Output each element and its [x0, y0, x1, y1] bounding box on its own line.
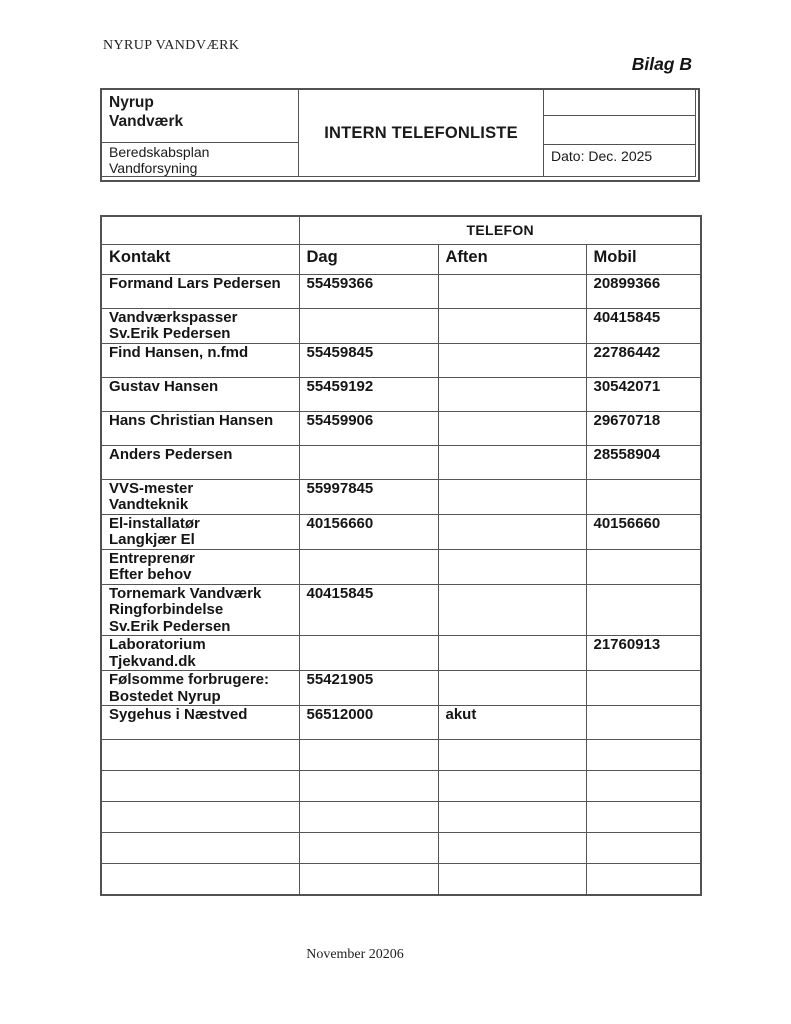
aften-cell [438, 514, 586, 549]
mobil-cell [586, 584, 701, 636]
date-cell: Dato: Dec. 2025 [551, 148, 653, 164]
empty-cell [299, 802, 438, 833]
telefon-spacer-cell [101, 216, 299, 244]
empty-cell [101, 833, 299, 864]
telefon-group-header: TELEFON [299, 216, 701, 244]
footer-page-number: 6 [396, 947, 404, 962]
dag-cell: 55459906 [299, 411, 438, 445]
empty-row [101, 833, 701, 864]
kontakt-cell: Formand Lars Pedersen [101, 274, 299, 308]
kontakt-cell: El-installatør Langkjær El [101, 514, 299, 549]
kontakt-cell: Tornemark Vandværk Ringforbindelse Sv.Erik Pedersen [101, 584, 299, 636]
dag-cell: 55459845 [299, 343, 438, 377]
aften-cell: akut [438, 706, 586, 740]
plan-line1: Beredskabsplan [109, 144, 210, 160]
dag-cell: 55997845 [299, 479, 438, 514]
document-title: INTERN TELEFONLISTE [324, 123, 518, 142]
org-name-line1: Nyrup [109, 94, 154, 111]
plan-name [102, 143, 298, 176]
dag-cell: 40415845 [299, 584, 438, 636]
revision-cell-top [544, 90, 695, 116]
dag-cell: 55459192 [299, 377, 438, 411]
empty-row [101, 740, 701, 771]
mobil-cell: 20899366 [586, 274, 701, 308]
table-row [101, 308, 701, 343]
empty-cell [438, 864, 586, 895]
header-left-column [102, 90, 299, 177]
dag-cell [299, 636, 438, 671]
header-right-column [544, 90, 696, 177]
aften-cell [438, 377, 586, 411]
aften-cell [438, 636, 586, 671]
table-row [101, 274, 701, 308]
org-name [102, 90, 298, 143]
mobil-cell [586, 549, 701, 584]
kontakt-cell: VVS-mester Vandteknik [101, 479, 299, 514]
dag-cell [299, 308, 438, 343]
kontakt-cell: Laboratorium Tjekvand.dk [101, 636, 299, 671]
aften-cell [438, 445, 586, 479]
empty-cell [299, 740, 438, 771]
kontakt-cell: Vandværkspasser Sv.Erik Pedersen [101, 308, 299, 343]
empty-row [101, 864, 701, 895]
table-row [101, 549, 701, 584]
column-header-mobil: Mobil [586, 244, 701, 274]
revision-cell-middle [544, 116, 695, 145]
empty-cell [586, 740, 701, 771]
mobil-cell [586, 479, 701, 514]
dag-cell [299, 445, 438, 479]
mobil-cell: 29670718 [586, 411, 701, 445]
phone-table [100, 215, 702, 896]
table-row [101, 479, 701, 514]
empty-cell [586, 802, 701, 833]
aften-cell [438, 411, 586, 445]
aften-cell [438, 274, 586, 308]
empty-cell [299, 771, 438, 802]
empty-cell [586, 771, 701, 802]
empty-cell [438, 740, 586, 771]
aften-cell [438, 343, 586, 377]
table-row [101, 636, 701, 671]
mobil-cell [586, 671, 701, 706]
empty-cell [101, 864, 299, 895]
mobil-cell: 40415845 [586, 308, 701, 343]
column-header-dag: Dag [299, 244, 438, 274]
empty-cell [299, 833, 438, 864]
telefon-group-row [101, 216, 701, 244]
attachment-label: Bilag B [631, 54, 692, 74]
column-header-kontakt: Kontakt [101, 244, 299, 274]
mobil-cell: 30542071 [586, 377, 701, 411]
table-row [101, 584, 701, 636]
org-name-line2: Vandværk [109, 113, 184, 130]
mobil-cell: 40156660 [586, 514, 701, 549]
empty-cell [438, 771, 586, 802]
kontakt-cell: Find Hansen, n.fmd [101, 343, 299, 377]
empty-cell [299, 864, 438, 895]
table-row [101, 706, 701, 740]
empty-cell [101, 740, 299, 771]
table-row [101, 514, 701, 549]
dag-cell: 55459366 [299, 274, 438, 308]
empty-cell [101, 802, 299, 833]
column-header-row [101, 244, 701, 274]
kontakt-cell: Følsomme forbrugere: Bostedet Nyrup [101, 671, 299, 706]
empty-cell [101, 771, 299, 802]
empty-cell [586, 833, 701, 864]
dag-cell: 55421905 [299, 671, 438, 706]
header-center-column [299, 90, 544, 177]
empty-row [101, 771, 701, 802]
phone-table-body [101, 216, 701, 895]
table-row [101, 377, 701, 411]
column-header-aften: Aften [438, 244, 586, 274]
document-header-box [100, 88, 700, 182]
mobil-cell: 22786442 [586, 343, 701, 377]
plan-line2: Vandforsyning [109, 160, 198, 176]
kontakt-cell: Entreprenør Efter behov [101, 549, 299, 584]
table-row [101, 411, 701, 445]
kontakt-cell: Sygehus i Næstved [101, 706, 299, 740]
aften-cell [438, 549, 586, 584]
aften-cell [438, 671, 586, 706]
kontakt-cell: Anders Pedersen [101, 445, 299, 479]
empty-cell [586, 864, 701, 895]
table-row [101, 671, 701, 706]
empty-cell [438, 802, 586, 833]
page-footer [100, 947, 610, 963]
kontakt-cell: Hans Christian Hansen [101, 411, 299, 445]
empty-cell [438, 833, 586, 864]
dag-cell: 56512000 [299, 706, 438, 740]
mobil-cell: 28558904 [586, 445, 701, 479]
dag-cell [299, 549, 438, 584]
kontakt-cell: Gustav Hansen [101, 377, 299, 411]
aften-cell [438, 479, 586, 514]
empty-row [101, 802, 701, 833]
aften-cell [438, 308, 586, 343]
aften-cell [438, 584, 586, 636]
letterhead: NYRUP VANDVÆRK [103, 38, 240, 53]
dag-cell: 40156660 [299, 514, 438, 549]
table-row [101, 343, 701, 377]
mobil-cell [586, 706, 701, 740]
footer-text: November 2020 [306, 947, 397, 962]
table-row [101, 445, 701, 479]
mobil-cell: 21760913 [586, 636, 701, 671]
